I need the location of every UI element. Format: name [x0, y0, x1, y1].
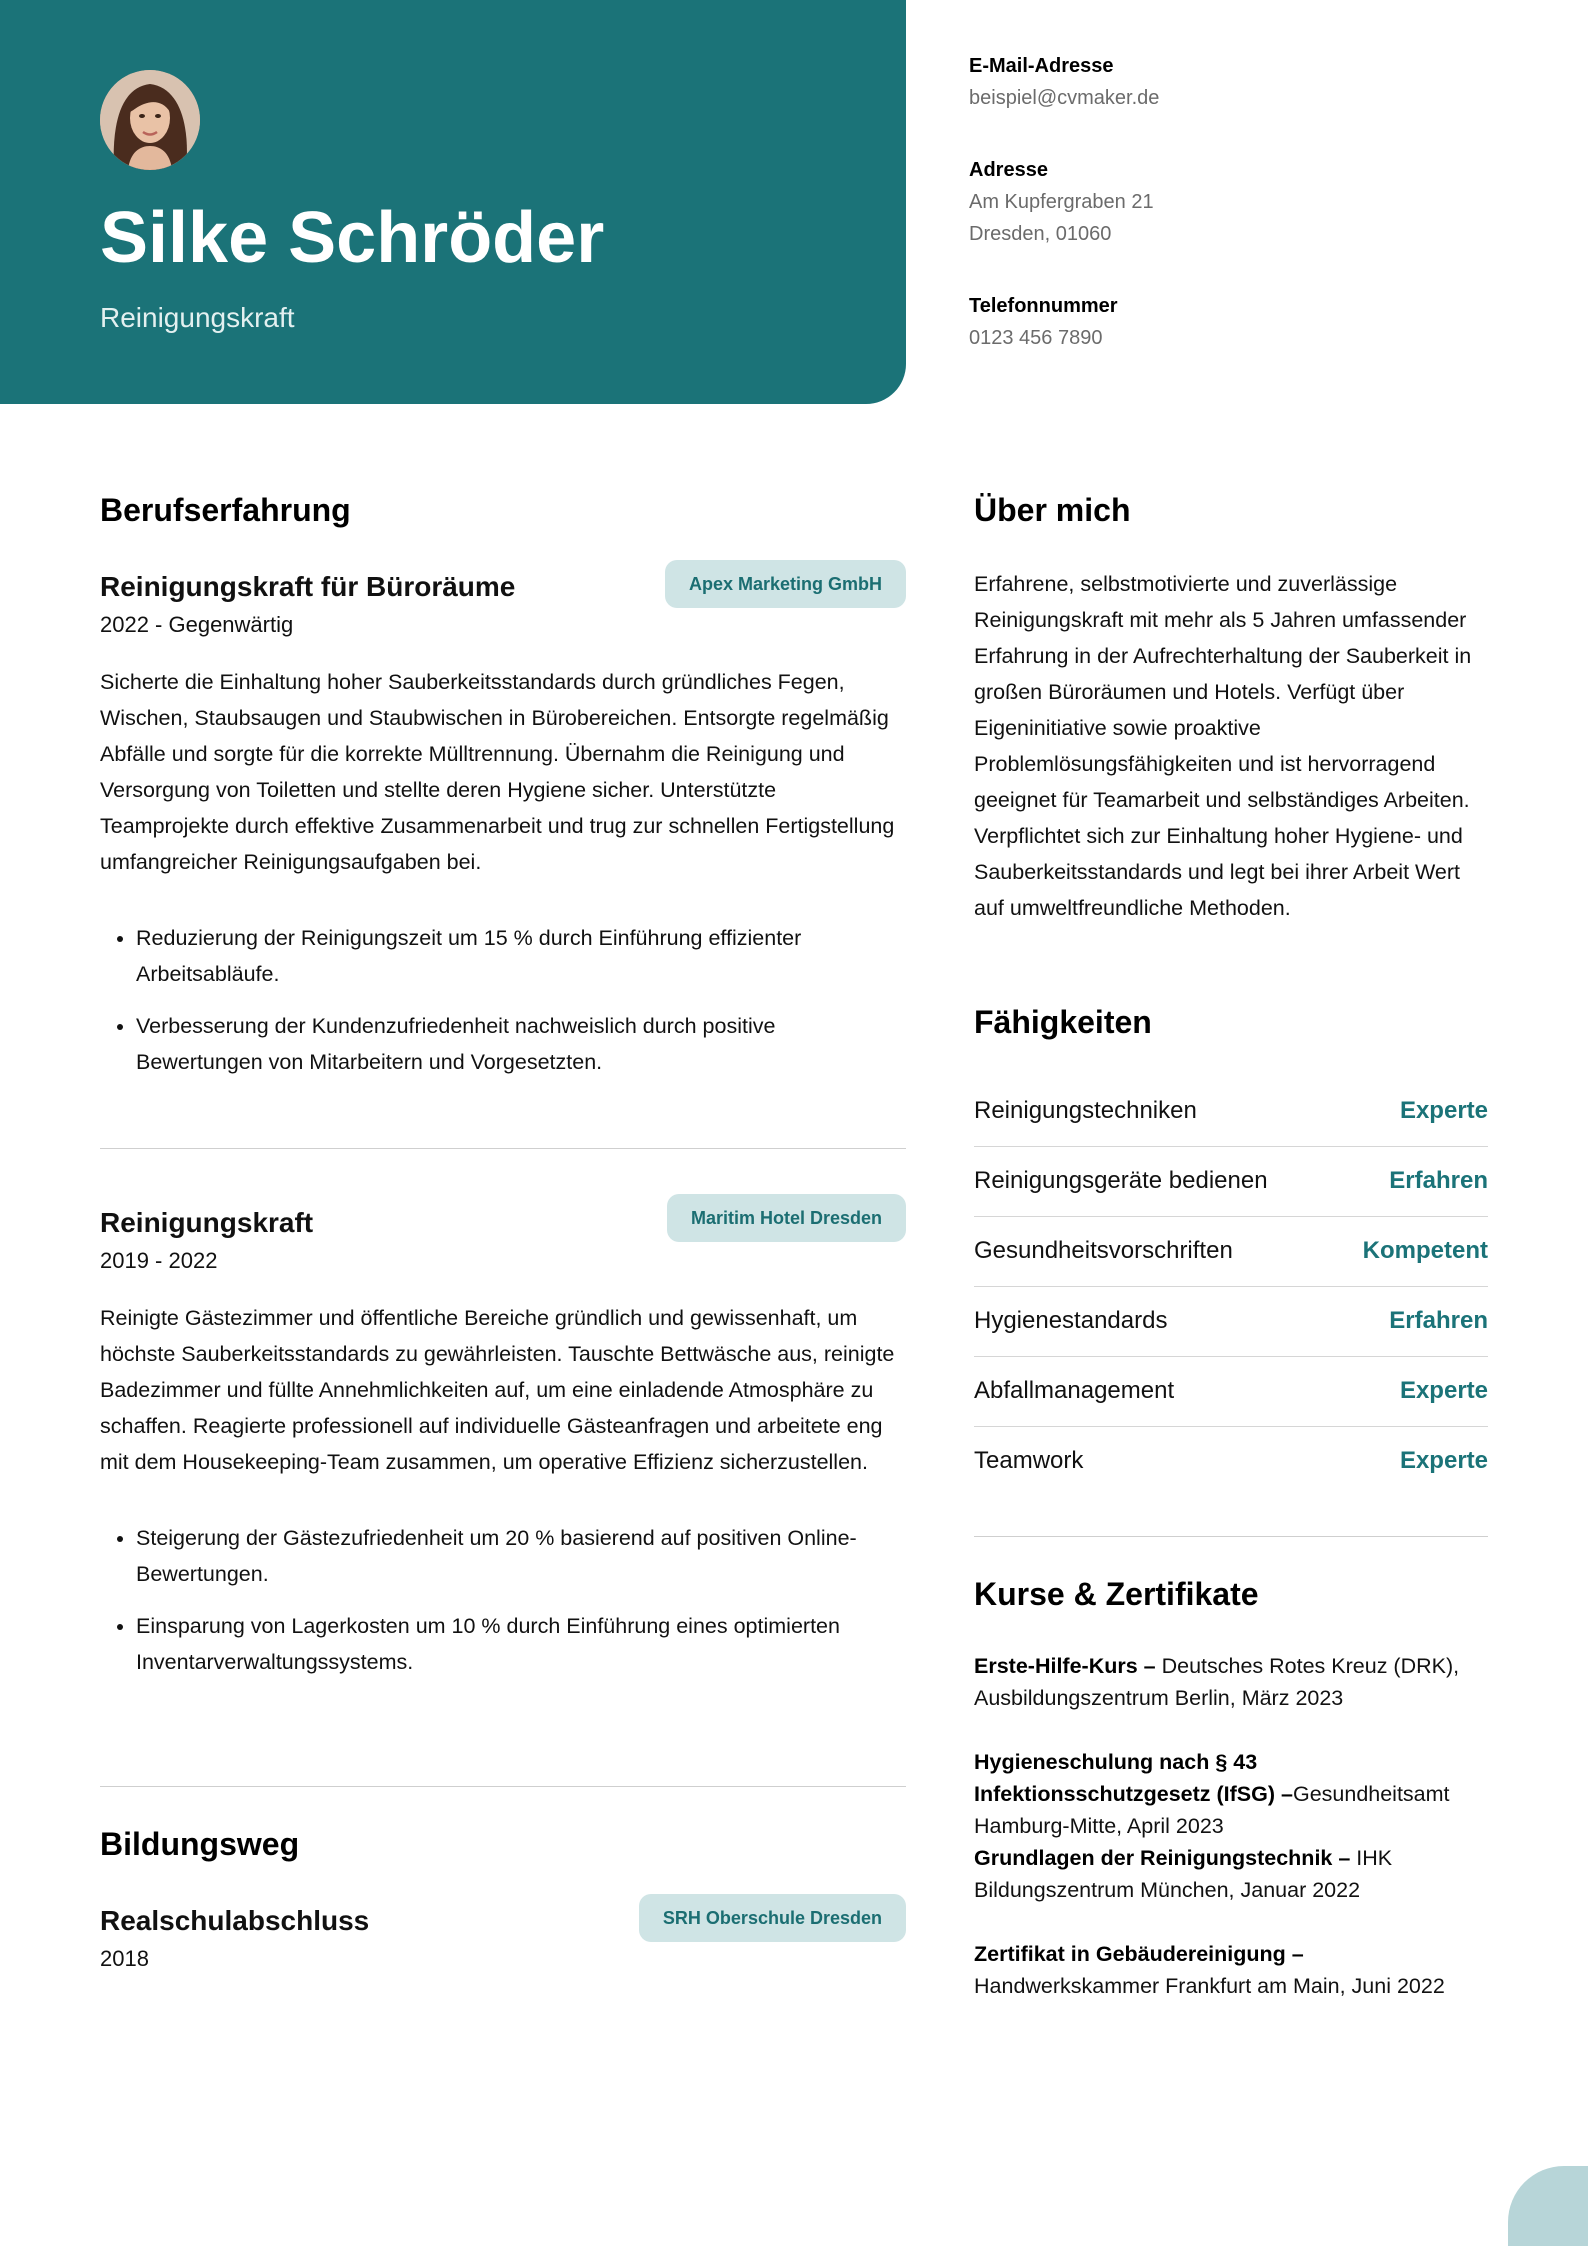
course-detail: IHK Bildungszentrum München, Januar 2022	[974, 1846, 1393, 1902]
skills-heading: Fähigkeiten	[974, 1004, 1152, 1040]
header-card	[0, 0, 906, 404]
course-title: Erste-Hilfe-Kurs –	[974, 1654, 1156, 1678]
phone-label: Telefonnummer	[969, 295, 1118, 317]
list-item: • Steigerung der Gästezufriedenheit um 20 % basierend auf positiven Online-Bewertungen.	[136, 1520, 906, 1592]
job-2	[100, 1194, 906, 1696]
skill-level: Erfahren	[1389, 1167, 1488, 1194]
job-2-achievements	[100, 1520, 906, 1680]
job-2-title: Reinigungskraft	[100, 1207, 314, 1238]
job-1-company-badge: Apex Marketing GmbH	[665, 560, 906, 608]
course-detail: Deutsches Rotes Kreuz (DRK), Ausbildungszentrum Berlin, März 2023	[974, 1654, 1460, 1710]
course-title: Zertifikat in Gebäudereinigung –	[974, 1942, 1304, 1966]
divider	[974, 1536, 1488, 1537]
contact-phone	[969, 290, 1118, 354]
address-label: Adresse	[969, 159, 1048, 181]
degree-title: Realschulabschluss	[100, 1905, 370, 1936]
address-line-1: Am Kupfergraben 21	[969, 191, 1154, 213]
candidate-name: Silke Schröder	[100, 198, 605, 278]
job-1	[100, 560, 906, 1096]
list-item: • Reduzierung der Reinigungszeit um 15 % durch Einführung effizienter Arbeitsabläufe.	[136, 920, 906, 992]
skill-name: Reinigungstechniken	[974, 1097, 1197, 1124]
school-badge: SRH Oberschule Dresden	[639, 1894, 906, 1942]
skill-level: Erfahren	[1389, 1307, 1488, 1334]
about-heading: Über mich	[974, 492, 1131, 528]
education-heading: Bildungsweg	[100, 1826, 300, 1862]
portrait-image	[100, 70, 200, 170]
about-text: Erfahrene, selbstmotivierte und zuverlässige Reinigungskraft mit mehr als 5 Jahren umfassender Erfahrung in der Aufrechterhaltung der Sauberkeit in großen Büroräumen und Hotels. Verfügt über Eigeninitiative sowie proaktive Problemlösungsfähigkeiten und ist hervorragend geeignet für Teamarbeit und selbständiges Arbeiten. Verpflichtet sich zur Einhaltung hoher Hygiene- und Sauberkeitsstandards und legt bei ihrer Arbeit Wert auf umweltfreundliche Methoden.	[974, 572, 1472, 920]
course-detail: Gesundheitsamt Hamburg-Mitte, April 2023	[974, 1782, 1450, 1838]
skill-name: Teamwork	[974, 1447, 1084, 1474]
course-detail: Handwerkskammer Frankfurt am Main, Juni 2022	[974, 1974, 1445, 1998]
divider	[100, 1148, 906, 1149]
contact-address	[969, 154, 1154, 250]
skill-level: Experte	[1399, 1447, 1488, 1474]
avatar	[100, 70, 200, 170]
email-label: E-Mail-Adresse	[969, 55, 1114, 77]
courses-heading: Kurse & Zertifikate	[974, 1576, 1259, 1612]
skill-name: Hygienestandards	[974, 1307, 1168, 1334]
job-1-achievements	[100, 920, 906, 1080]
experience-heading: Berufserfahrung	[100, 492, 351, 528]
list-item: • Verbesserung der Kundenzufriedenheit nachweislich durch positive Bewertungen von Mitarbeitern und Vorgesetzten.	[136, 1008, 906, 1080]
address-line-2: Dresden, 01060	[969, 223, 1112, 245]
contact-email	[969, 50, 1159, 114]
skill-name: Reinigungsgeräte bedienen	[974, 1167, 1268, 1194]
course-item	[974, 1842, 1488, 1906]
course-item	[974, 1746, 1488, 1842]
skill-level: Experte	[1399, 1097, 1488, 1124]
education-entry	[100, 1894, 906, 1974]
skill-level: Experte	[1399, 1377, 1488, 1404]
divider	[100, 1786, 906, 1787]
skill-name: Gesundheitsvorschriften	[974, 1237, 1233, 1264]
job-2-date: 2019 - 2022	[100, 1248, 218, 1273]
skill-row	[974, 1356, 1488, 1427]
job-2-description: Reinigte Gästezimmer und öffentliche Bereiche gründlich und gewissenhaft, um höchste Sauberkeitsstandards zu gewährleisten. Tauschte Bettwäsche aus, reinigte Badezimmer und füllte Annehmlichkeiten auf, um eine einladende Atmosphäre zu schaffen. Reagierte professionell auf individuelle Gästeanfragen und arbeitete eng mit dem Housekeeping-Team zusammen, um operative Effizienz sicherzustellen.	[100, 1306, 895, 1474]
skills-list	[974, 1076, 1488, 1496]
course-item	[974, 1938, 1488, 2002]
job-1-description: Sicherte die Einhaltung hoher Sauberkeitsstandards durch gründliches Fegen, Wischen, Staubsaugen und Staubwischen in Bürobereichen. Entsorgte regelmäßig Abfälle und sorgte für die korrekte Mülltrennung. Übernahm die Reinigung und Versorgung von Toiletten und stellte deren Hygiene sicher. Unterstützte Teamprojekte durch effektive Zusammenarbeit und trug zur schnellen Fertigstellung umfangreicher Reinigungsaufgaben bei.	[100, 670, 895, 874]
phone-value: 0123 456 7890	[969, 327, 1103, 349]
skill-row	[974, 1076, 1488, 1147]
corner-decoration	[1508, 2166, 1588, 2246]
course-title: Grundlagen der Reinigungstechnik –	[974, 1846, 1351, 1870]
course-title: Hygieneschulung nach § 43 Infektionsschutzgesetz (IfSG) –	[974, 1750, 1293, 1806]
job-2-company-badge: Maritim Hotel Dresden	[667, 1194, 906, 1242]
course-item	[974, 1650, 1488, 1714]
skill-level: Kompetent	[1362, 1237, 1488, 1264]
job-1-date: 2022 - Gegenwärtig	[100, 612, 294, 637]
education-year: 2018	[100, 1946, 149, 1971]
skill-name: Abfallmanagement	[974, 1377, 1175, 1404]
skill-row	[974, 1146, 1488, 1217]
job-1-title: Reinigungskraft für Büroräume	[100, 571, 516, 602]
skill-row	[974, 1286, 1488, 1357]
list-item: • Einsparung von Lagerkosten um 10 % durch Einführung eines optimierten Inventarverwaltungssystems.	[136, 1608, 906, 1680]
skill-row	[974, 1216, 1488, 1287]
candidate-role: Reinigungskraft	[100, 302, 295, 333]
email-value: beispiel@cvmaker.de	[969, 87, 1160, 109]
skill-row	[974, 1426, 1488, 1496]
